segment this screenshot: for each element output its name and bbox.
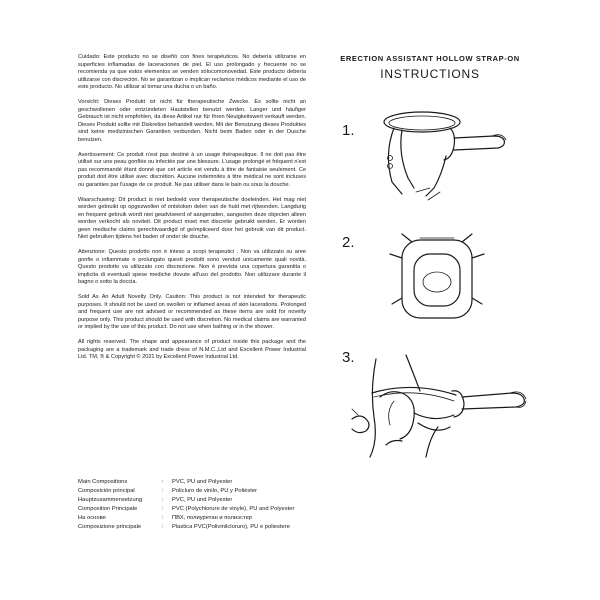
warning-english: Sold As An Adult Novelty Only. Caution: This product is not intended for therapeutic purposes. It should not be used on swollen or inflamed areas of skin lacerations. Prolonged and frequent use are not advised or recommended as these items are sold for novelty purpose only. This product should be used with discretion. No medical claims are warranted or implied by the use of this product. Do not use when bathing or in the shower. bbox=[78, 294, 306, 331]
composition-label: Composizione principale bbox=[78, 524, 142, 530]
composition-value: Plastica PVC(Polivinilcloruro), PU e poliestere bbox=[172, 524, 290, 530]
harness-with-strap-on-icon bbox=[342, 100, 542, 210]
composition-value: PVC (Polychlorure de vinyle), PU and Polyester bbox=[172, 506, 295, 512]
warning-french: Avertissement: Ce produit n'est pas destiné à un usage thérapeutique. Il ne doit pas être utilisé sur une peau gonflée ou infectée par une blessure. L'usage prolongé et fréquent n'est pas recommandé étant donné que cet article est vendu à titre de fantaisie seulement. Ce produit doit être utilisé avec discrétion. Aucune indemnités à titre médical ne sont incluses ou garanties par l'usage de ce produit. Ne pas utiliser dans le bain ou sous la douche. bbox=[78, 151, 306, 188]
step-number: 3. bbox=[342, 349, 355, 366]
composition-value: PVC, PU and Polyester bbox=[172, 479, 233, 485]
composition-row bbox=[78, 523, 378, 532]
instructions-column bbox=[330, 54, 530, 81]
composition-value: Policluro de vinilo, PU y Poliéster bbox=[172, 488, 258, 494]
composition-separator: : bbox=[162, 497, 164, 503]
step-1 bbox=[342, 100, 542, 210]
warning-italian: Attenzione: Questo prodotto non è inteso a scopi terapeutici . Non va utilizzato su aree gonfie o infiammate o prolungato questi prodotti sono venduti unicamente quali novità. Questo prodotto va utilizzato con discrezione. Non è prevista una copertura garantita o implicita di eventuali spese mediche dovute all'uso del prodotto. Non utilizzare durante il bagno o sotto la doccia. bbox=[78, 249, 306, 286]
composition-label: Main Compositions bbox=[78, 479, 128, 485]
composition-separator: : bbox=[162, 506, 164, 512]
harness-base-plate-icon bbox=[342, 228, 542, 328]
warning-spanish: Cuidado: Este producto no se diseñó con fines terapéuticos. No debería utilizarse en superficies inflamadas de laceraciones de piel. El uso prolongado y frecuente no se recomienda ya que estos elementos se venden sólocomonovedad. Este producto debería utilizarse con discreción. No se garantizan o implican reclamos médicos mediante el uso de este producto. No utilizar al tomar una ducha o un baño. bbox=[78, 54, 306, 91]
instructions-heading: INSTRUCTIONS bbox=[380, 67, 480, 81]
composition-row bbox=[78, 505, 378, 514]
step-number: 2. bbox=[342, 234, 355, 251]
composition-label: На основе bbox=[78, 515, 106, 521]
wearing-strap-on-icon bbox=[342, 345, 542, 460]
composition-separator: : bbox=[162, 488, 164, 494]
step-3 bbox=[342, 345, 542, 460]
product-title: ERECTION ASSISTANT HOLLOW STRAP-ON bbox=[340, 54, 520, 63]
compositions-table bbox=[78, 478, 378, 532]
step-number: 1. bbox=[342, 122, 355, 139]
composition-separator: : bbox=[162, 515, 164, 521]
warnings-column bbox=[78, 54, 306, 369]
composition-label: Hauptzusammensetzung bbox=[78, 497, 143, 503]
warning-dutch: Waarschuwing: Dit product is niet bedoeld voor therapeutische doeleinden. Het mag niet worden gebruikt op opgezwollen of ontstoken delen van de huid met rijtwonden. Langdurig en frequent gebruik wordt niet geadviseerd of aangeraden, aangezien deze objecten alleen worden verkocht als noviteit. Dit product moet met discretie gebruikt worden. Er worden geen medische claims gerechtvaardigd of geïmpliceerd door het gebruik van dit product. Niet gebruiken tijdens het baden of onder de douche. bbox=[78, 196, 306, 241]
composition-value: PVC, PU und Polyester bbox=[172, 497, 233, 503]
composition-value: ПВХ, полиуретан и полиэстер bbox=[172, 515, 253, 521]
composition-row bbox=[78, 478, 378, 487]
composition-row bbox=[78, 496, 378, 505]
composition-row bbox=[78, 487, 378, 496]
composition-label: Composition Principale bbox=[78, 506, 138, 512]
composition-separator: : bbox=[162, 479, 164, 485]
copyright-notice: All rights reserved. The shape and appearance of product inside this package and the packaging are a trademark and trade dress of N.M.C.,Ltd and Excellent Power Industrial Ltd. TM, ® & Copyright © 2021 by Excellent Power Industrial Ltd. bbox=[78, 339, 306, 361]
composition-label: Composición principal bbox=[78, 488, 135, 494]
composition-row bbox=[78, 514, 378, 523]
step-2 bbox=[342, 228, 542, 328]
warning-german: Vorsicht: Dieses Produkt ist nicht für therapeutische Zwecke. Es sollte nicht an geschwollenen oder entzündeten Hautstellen benutzt werden. Langer und häufiger Gebrauch ist nicht empfohlen, da diese Artikel nur für Ihren Neuigkeitswert verkauft werden. Dieses Produkt sollte mit Diskretion behandelt werden. Mit der Benutzung dieses Produktes sind keine medizinischen Garantien verbunden. Nicht beim Baden oder in der Dusche benutzen. bbox=[78, 98, 306, 143]
composition-separator: : bbox=[162, 524, 164, 530]
